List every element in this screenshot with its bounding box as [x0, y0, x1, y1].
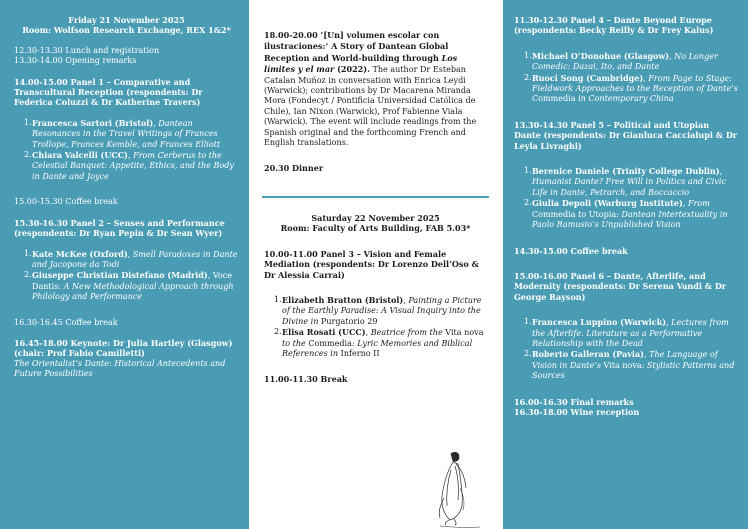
dinner-slot: 20.30 Dinner	[264, 163, 324, 174]
panel3-list	[264, 295, 487, 359]
friday-heading: Friday 21 November 2025	[68, 15, 185, 25]
friday-column	[0, 0, 249, 529]
friday-room: Room: Wolfson Research Exchange, REX 1&2*	[22, 25, 231, 36]
evening-event: 18.00-20.00 ‘[Un] volumen escolar con ilustraciones:’ A Story of Dantean Global Reception and World-building through Los límites y el mar (2022). The author Dr Esteban Catalan Muñoz in conversation with Enrica Leydi (Warwick); contributions by Dr Macarena Miranda Mora (Fondecyt / Pontificia Universidad Católica de Chile), Ian Nixon (Warwick), Prof Fabienne Viala (Warwick). The event will include readings from the Spanish original and the forthcoming French and English translations.	[264, 30, 477, 148]
list-item: 2. Elisa Rosati (UCC), Beatrice from the Vita nova to the Commedia: Lyric Memories and Biblical References in Inferno II	[274, 327, 484, 358]
panel5-list	[514, 166, 738, 230]
lunch-slot: 12.30-13.30 Lunch and registration	[14, 45, 160, 55]
break-slot: 11.00-11.30 Break	[264, 374, 348, 385]
opening-slot: 13.30-14.00 Opening remarks	[14, 56, 137, 66]
final-remarks: 16.00-16.30 Final remarks	[514, 396, 634, 407]
dante-walking-figure-icon	[420, 448, 494, 529]
panel1-list	[14, 118, 239, 182]
panel4-list	[514, 51, 738, 105]
saturday-column	[503, 0, 748, 529]
coffee-break-1: 15.00-15.30 Coffee break	[14, 197, 118, 207]
panel2-title: 15.30-16.30 Panel 2 – Senses and Performance (respondents: Dr Ryan Pepin & Dr Sean Wyer)	[14, 217, 225, 239]
list-item: 1. Francesca Sartori (Bristol), Dantean Resonances in the Travel Writings of Frances Trollope, Frances Kemble, and Frances Elliott	[24, 117, 221, 149]
middle-column	[249, 0, 503, 529]
panel5-title: 13.30-14.30 Panel 5 – Political and Utopian Dante (respondents: Dr Gianluca Caccialupi & Dr Leyla Livraghi)	[514, 119, 738, 151]
list-item: 2. Chiara Valcelli (UCC), From Cerberus to the Celestial Banquet: Appetite, Ethics, and the Body in Dante and Joyce	[24, 150, 234, 181]
list-item: 1. Kate McKee (Oxford), Smell Paradoxes in Dante and Jacopone da Todi	[24, 248, 238, 269]
panel6-title: 15.00-16.00 Panel 6 – Dante, Afterlife, and Modernity (respondents: Dr Serena Vandi & Dr George Rayson)	[514, 270, 727, 302]
list-item: 2. Roberto Galleran (Pavia), The Language of Vision in Dante’s Vita nova: Stylistic Patterns and Sources	[524, 349, 735, 381]
keynote-lecture: The Orientalist’s Dante: Historical Antecedents and Future Possibilities	[14, 358, 226, 379]
panel2-list	[14, 249, 239, 303]
wine-reception: 16.30-18.00 Wine reception	[514, 406, 640, 417]
list-item: 1. Francesca Luppino (Warwick), Lectures from the Afterlife. Literature as a Performative Relationship with the Dead	[524, 317, 729, 348]
list-item: 1. Elizabeth Bratton (Bristol), Painting a Picture of the Earthly Paradise: A Visual Inquiry into the Divine in Purgatorio 29	[274, 294, 482, 326]
saturday-room: Room: Faculty of Arts Building, FAB 5.03*	[280, 223, 471, 234]
coffee-break-2: 16.30-16.45 Coffee break	[14, 317, 118, 327]
list-item: 2. Giulia Depoli (Warburg Institute), From Commedia to Utopia: Dantean Intertextuality in Paolo Ramusio’s Unpublished Vision	[524, 198, 728, 230]
coffee-break-3: 14.30-15.00 Coffee break	[514, 245, 628, 256]
list-item: 1. Michael O’Donohue (Glasgow), No Longer Comedic: Dazai, Ito, and Dante	[524, 50, 718, 72]
saturday-heading: Saturday 22 November 2025	[311, 212, 440, 223]
list-item: 2. Giuseppe Christian Distefano (Madrid), Voce Dantis: A New Methodological Approach through Philology and Performance	[24, 270, 234, 302]
list-item: 2. Ruoci Song (Cambridge), From Page to Stage: Fieldwork Approaches to the Reception of Dante’s Commedia in Contemporary China	[524, 72, 738, 104]
list-item: 1. Berenice Daniele (Trinity College Dublin), Humanist Dante? Free Will in Politics and Civic Life in Dante, Petrarch, and Boccaccio	[524, 166, 726, 197]
panel3-title: 10.00-11.00 Panel 3 – Vision and Female Mediation (respondents: Dr Lorenzo Dell’Oso & Dr Alessia Carrai)	[264, 248, 479, 280]
panel1-title: 14.00-15.00 Panel 1 – Comparative and Transcultural Reception (respondents: Dr Federica Coluzzi & Dr Katherine Travers)	[14, 76, 203, 108]
panel4-title: 11.30-12.30 Panel 4 – Dante Beyond Europe (respondents: Becky Reilly & Dr Frey Kalus)	[514, 15, 714, 36]
keynote-title: 16.45-18.00 Keynote: Dr Julia Hartley (Glasgow) (chair: Prof Fabio Camilletti)	[14, 337, 233, 359]
panel6-list	[514, 317, 738, 381]
